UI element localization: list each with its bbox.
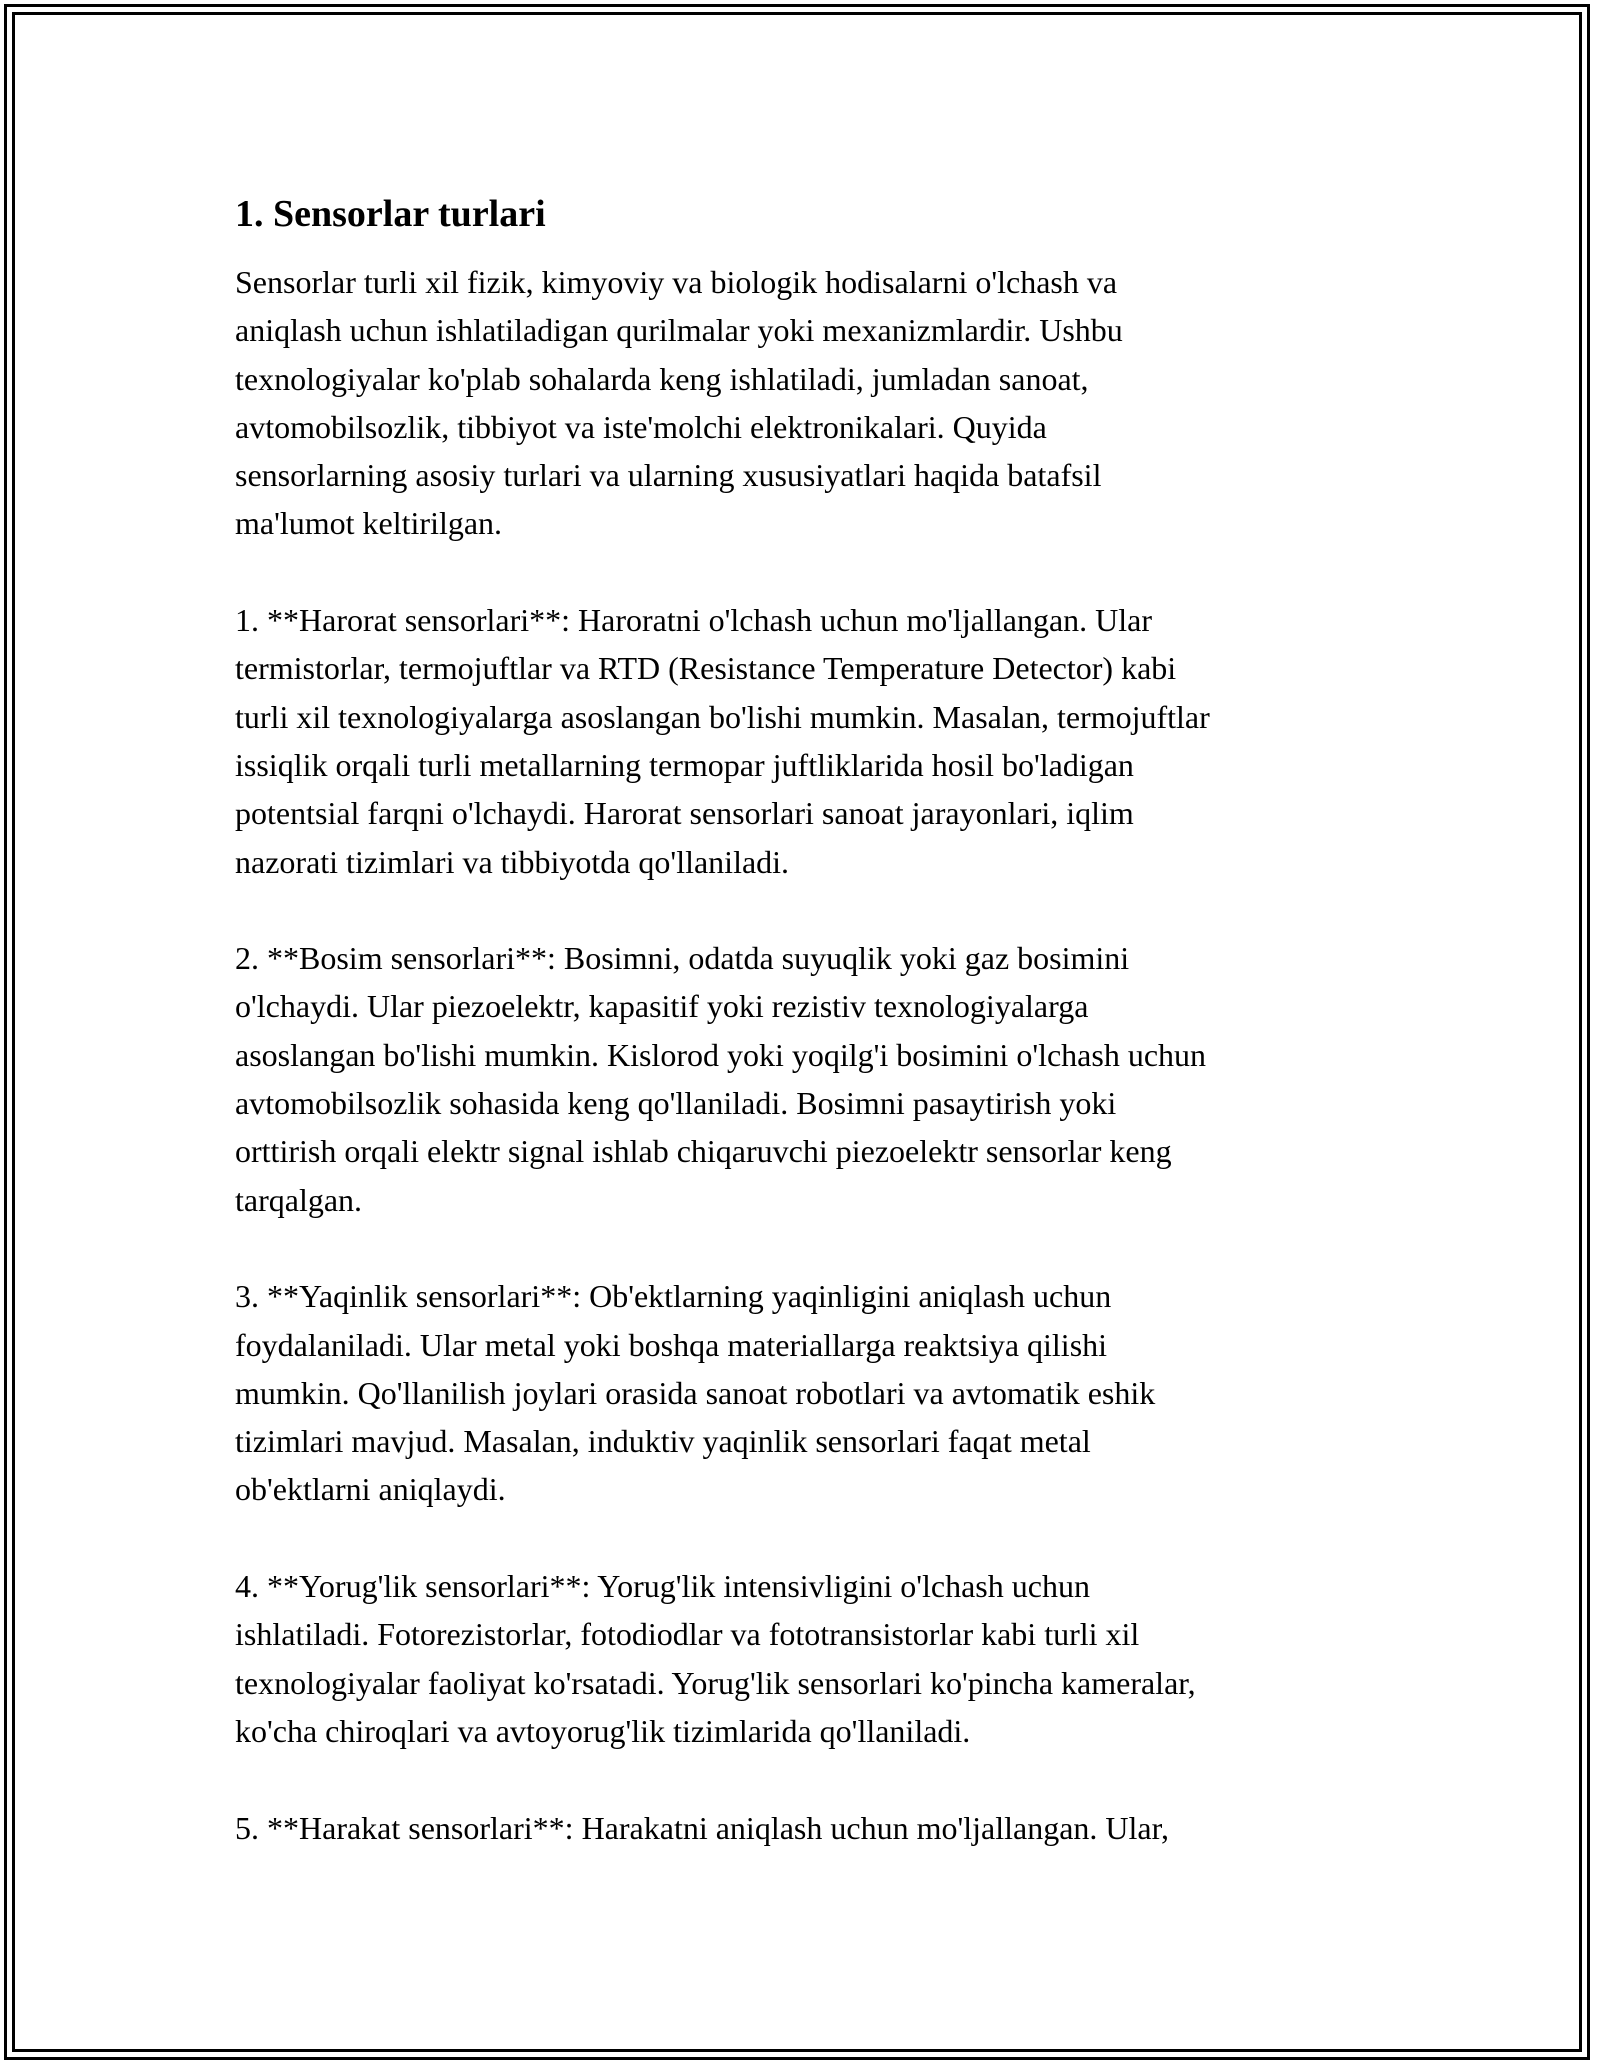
intro-paragraph bbox=[235, 258, 1365, 548]
text-line: tarqalgan. bbox=[235, 1181, 363, 1218]
text-line: orttirish orqali elektr signal ishlab chiqaruvchi piezoelektr sensorlar keng bbox=[235, 1133, 1172, 1170]
text-line: issiqlik orqali turli metallarning termopar juftliklarida hosil bo'ladigan bbox=[235, 746, 1134, 783]
text-line: nazorati tizimlari va tibbiyotda qo'llaniladi. bbox=[235, 843, 790, 880]
list-item-paragraph bbox=[235, 1272, 1365, 1513]
text-line: avtomobilsozlik sohasida keng qo'llaniladi. Bosimni pasaytirish yoki bbox=[235, 1085, 1117, 1122]
text-line: tizimlari mavjud. Masalan, induktiv yaqinlik sensorlari faqat metal bbox=[235, 1423, 1091, 1460]
list-item-paragraph bbox=[235, 1804, 1365, 1852]
list-item-paragraph bbox=[235, 1562, 1365, 1755]
text-line: 1. **Harorat sensorlari**: Haroratni o'lchash uchun mo'ljallangan. Ular bbox=[235, 602, 1153, 639]
text-line: 5. **Harakat sensorlari**: Harakatni aniqlash uchun mo'ljallangan. Ular, bbox=[235, 1809, 1169, 1846]
text-line: aniqlash uchun ishlatiladigan qurilmalar yoki mexanizmlardir. Ushbu bbox=[235, 312, 1123, 349]
text-line: 2. **Bosim sensorlari**: Bosimni, odatda suyuqlik yoki gaz bosimini bbox=[235, 940, 1130, 977]
text-line: ma'lumot keltirilgan. bbox=[235, 505, 503, 542]
list-item-paragraph bbox=[235, 596, 1365, 886]
text-line: termistorlar, termojuftlar va RTD (Resistance Temperature Detector) kabi bbox=[235, 650, 1177, 687]
text-line: asoslangan bo'lishi mumkin. Kislorod yoki yoqilg'i bosimini o'lchash uchun bbox=[235, 1036, 1207, 1073]
text-line: sensorlarning asosiy turlari va ularning xususiyatlari haqida batafsil bbox=[235, 457, 1102, 494]
text-line: texnologiyalar faoliyat ko'rsatadi. Yorug'lik sensorlari ko'pincha kameralar, bbox=[235, 1664, 1196, 1701]
text-line: texnologiyalar ko'plab sohalarda keng ishlatiladi, jumladan sanoat, bbox=[235, 360, 1089, 397]
page-title: 1. Sensorlar turlari bbox=[235, 193, 546, 235]
text-line: 4. **Yorug'lik sensorlari**: Yorug'lik intensivligini o'lchash uchun bbox=[235, 1568, 1090, 1605]
paragraph-list bbox=[235, 258, 1365, 1852]
list-item-paragraph bbox=[235, 934, 1365, 1224]
text-line: ishlatiladi. Fotorezistorlar, fotodiodlar va fototransistorlar kabi turli xil bbox=[235, 1616, 1140, 1653]
text-line: avtomobilsozlik, tibbiyot va iste'molchi elektronikalari. Quyida bbox=[235, 408, 1047, 445]
text-line: potentsial farqni o'lchaydi. Harorat sensorlari sanoat jarayonlari, iqlim bbox=[235, 795, 1134, 832]
text-line: 3. **Yaqinlik sensorlari**: Ob'ektlarning yaqinligini aniqlash uchun bbox=[235, 1278, 1112, 1315]
text-line: o'lchaydi. Ular piezoelektr, kapasitif yoki rezistiv texnologiyalarga bbox=[235, 988, 1089, 1025]
text-line: Sensorlar turli xil fizik, kimyoviy va biologik hodisalarni o'lchash va bbox=[235, 264, 1118, 300]
text-line: foydalaniladi. Ular metal yoki boshqa materiallarga reaktsiya qilishi bbox=[235, 1326, 1108, 1363]
text-line: ob'ektlarni aniqlaydi. bbox=[235, 1471, 506, 1508]
text-line: mumkin. Qo'llanilish joylari orasida sanoat robotlari va avtomatik eshik bbox=[235, 1374, 1156, 1411]
text-line: turli xil texnologiyalarga asoslangan bo'lishi mumkin. Masalan, termojuftlar bbox=[235, 698, 1210, 735]
document-body bbox=[235, 186, 1365, 1900]
text-line: ko'cha chiroqlari va avtoyorug'lik tizimlarida qo'llaniladi. bbox=[235, 1712, 971, 1749]
